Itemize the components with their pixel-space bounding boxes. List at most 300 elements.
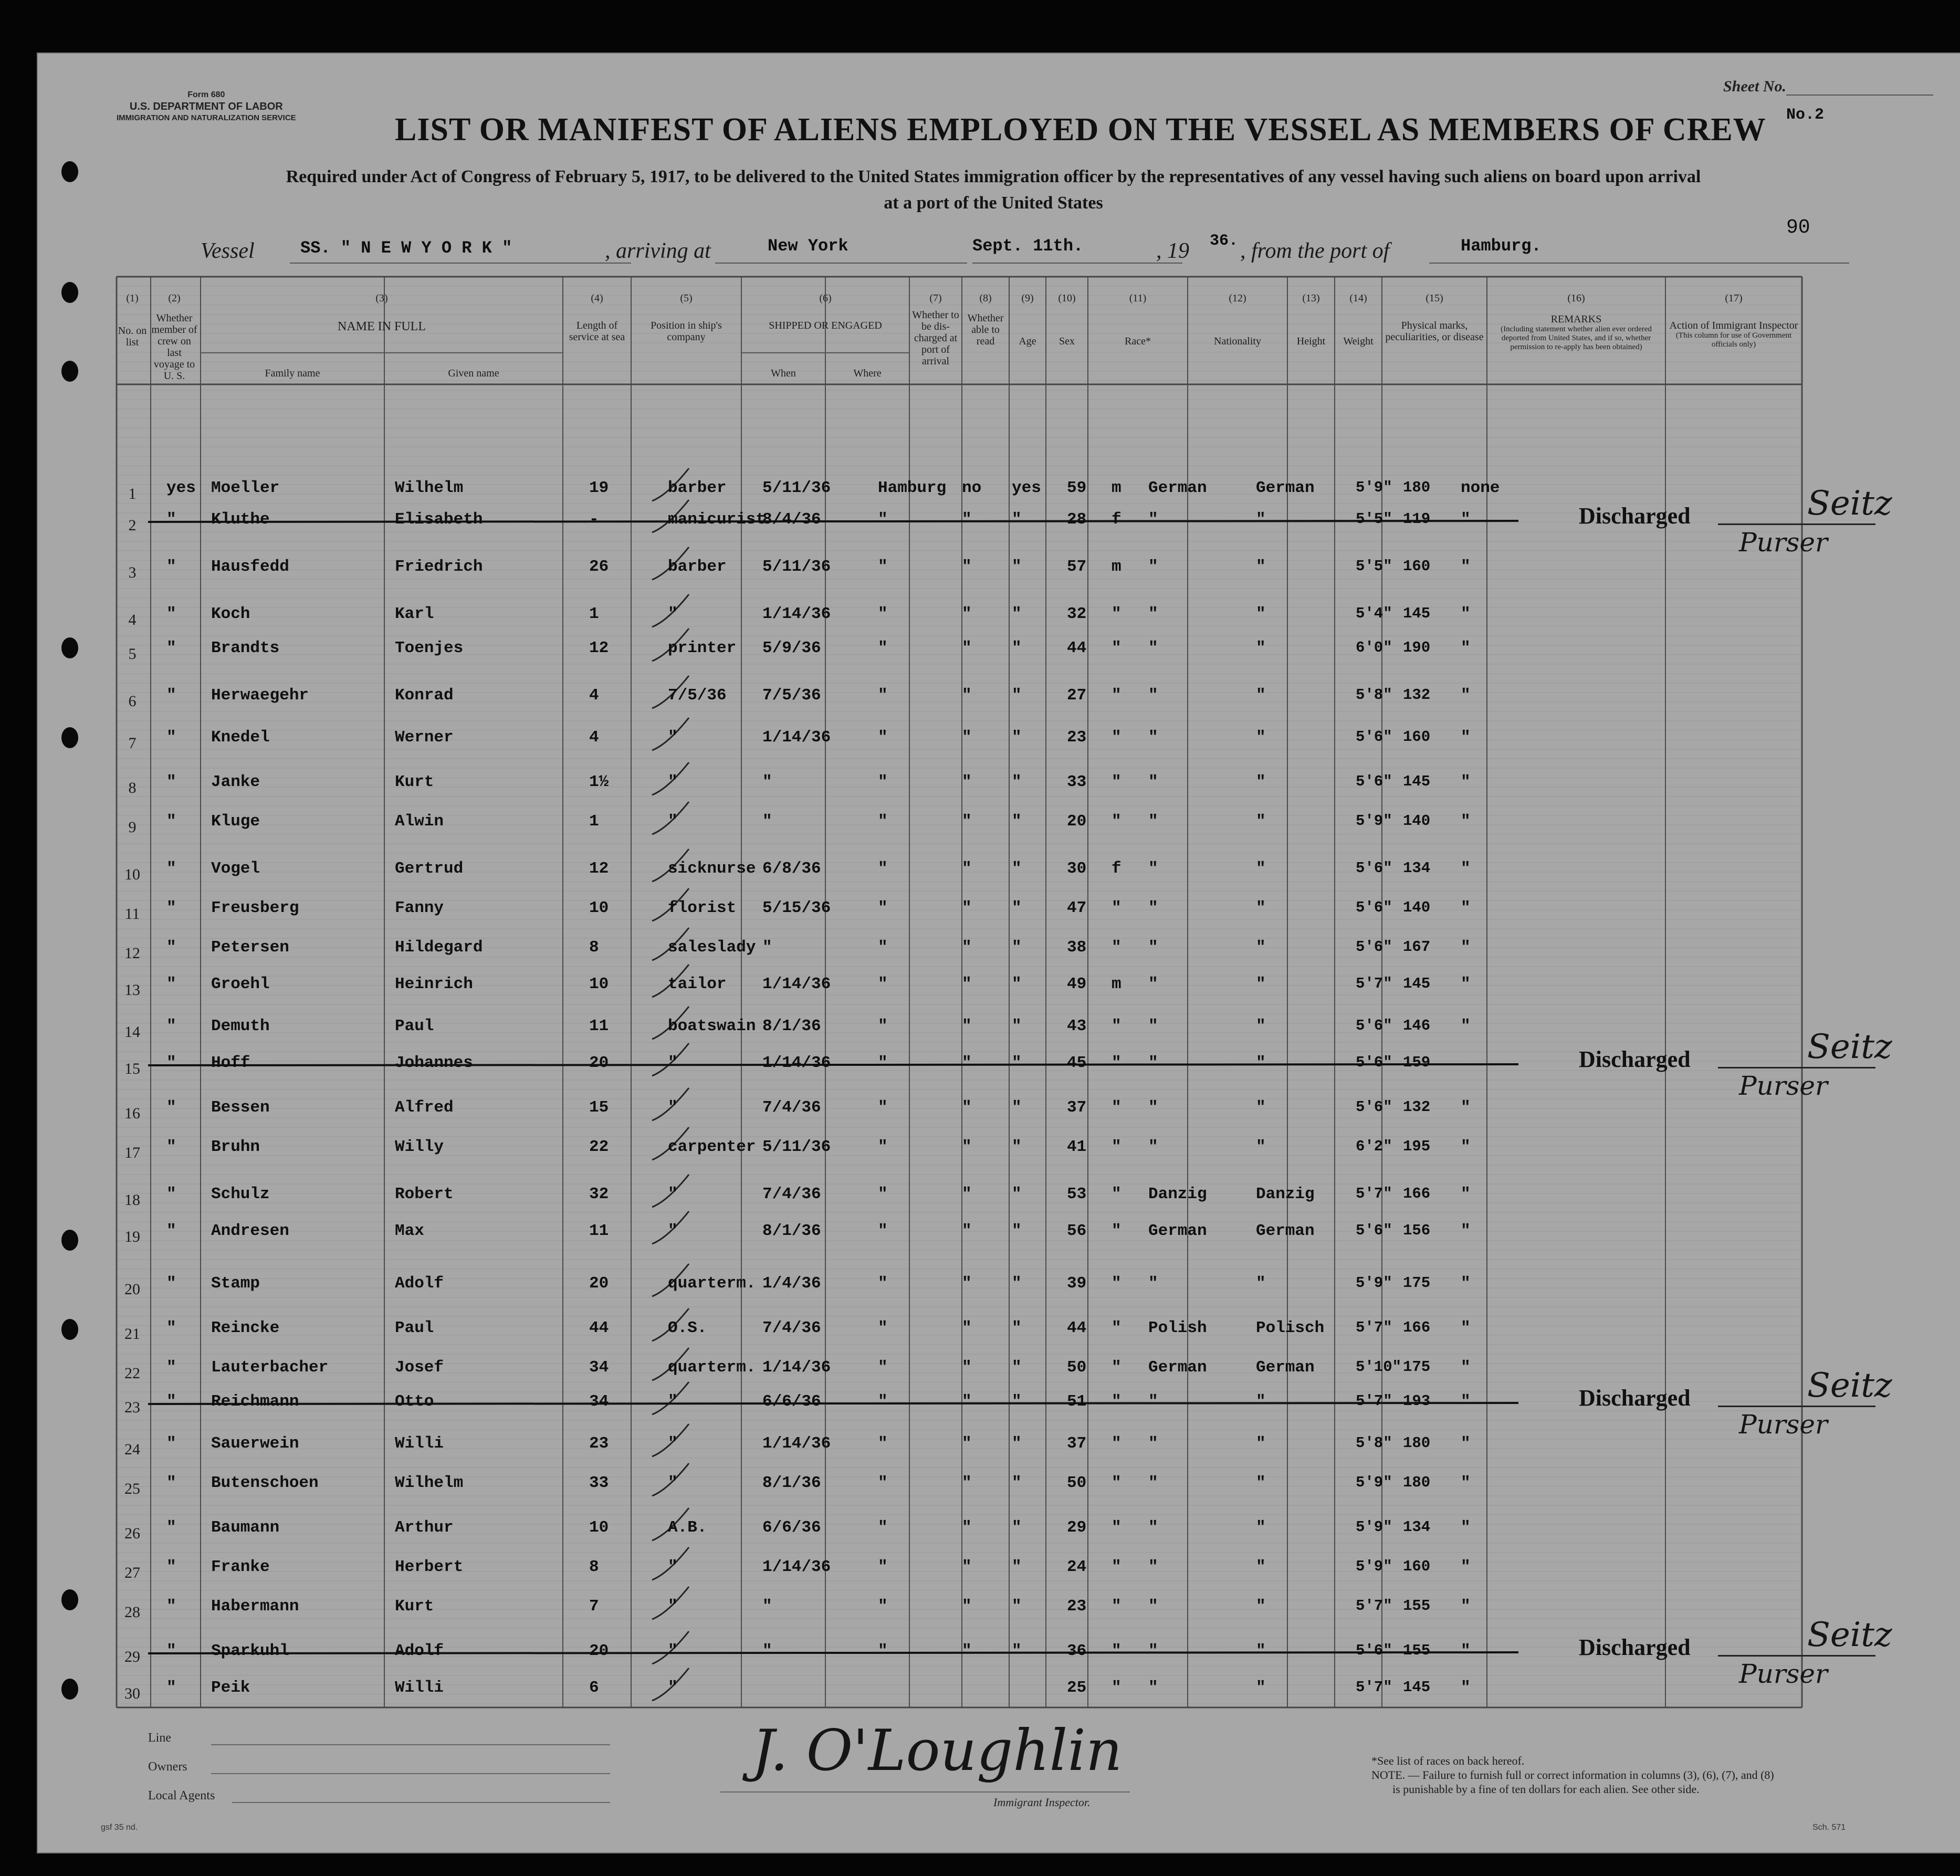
cell-service: 26 bbox=[589, 558, 609, 576]
cell-sex: f bbox=[1112, 510, 1122, 529]
cell-given: Gertrud bbox=[395, 860, 464, 878]
cell-crew: " bbox=[166, 1358, 176, 1377]
cell-service: 23 bbox=[589, 1434, 609, 1453]
purser-signature: Seitz bbox=[1807, 484, 1892, 523]
cell-service: 20 bbox=[589, 1054, 609, 1072]
cell-height: 5'5" bbox=[1356, 558, 1392, 575]
cell-given: Wilhelm bbox=[395, 479, 464, 497]
col-6-header bbox=[741, 292, 909, 331]
cell-marks: " bbox=[1461, 1392, 1471, 1411]
col-15-header bbox=[1382, 292, 1487, 343]
binder-hole bbox=[61, 1679, 78, 1700]
cell-given: Robert bbox=[395, 1185, 454, 1203]
col-1-number: (1) bbox=[126, 292, 139, 304]
cell-position: " bbox=[668, 1185, 678, 1203]
cell-position: printer bbox=[668, 639, 737, 657]
cell-age: 23 bbox=[1067, 728, 1087, 747]
row-number: 12 bbox=[124, 945, 140, 962]
cell-where: " bbox=[878, 1017, 888, 1035]
cell-position: carpenter bbox=[668, 1138, 756, 1156]
cell-nat: " bbox=[1256, 510, 1266, 529]
cell-disch: " bbox=[962, 1434, 972, 1453]
cell-weight: 155 bbox=[1403, 1642, 1431, 1659]
print-code: gsf 35 nd. bbox=[101, 1823, 138, 1832]
cell-disch: " bbox=[962, 1138, 972, 1156]
cell-height: 5'9" bbox=[1356, 1558, 1392, 1575]
cell-given: Willi bbox=[395, 1679, 444, 1697]
row-number: 10 bbox=[124, 866, 140, 883]
cell-when: 7/4/36 bbox=[762, 1185, 821, 1203]
cell-crew: " bbox=[166, 1558, 176, 1576]
discharged-remark: Discharged bbox=[1579, 1634, 1691, 1660]
cell-read: " bbox=[1012, 899, 1022, 917]
row-number: 30 bbox=[124, 1685, 140, 1702]
cell-when: 5/11/36 bbox=[762, 558, 831, 576]
cell-height: 5'7" bbox=[1356, 1392, 1392, 1410]
cell-family: Sauerwein bbox=[211, 1434, 299, 1453]
row-number: 13 bbox=[124, 981, 140, 999]
cell-crew: " bbox=[166, 1518, 176, 1537]
cell-service: - bbox=[589, 510, 599, 529]
cell-position: boatswain bbox=[668, 1017, 756, 1035]
cell-crew: " bbox=[166, 639, 176, 657]
cell-family: Baumann bbox=[211, 1518, 280, 1537]
row-number: 17 bbox=[124, 1144, 140, 1161]
cell-service: 44 bbox=[589, 1319, 609, 1337]
cell-read: " bbox=[1012, 1017, 1022, 1035]
cell-age: 45 bbox=[1067, 1054, 1087, 1072]
cell-disch: " bbox=[962, 1392, 972, 1411]
cell-position: barber bbox=[668, 479, 727, 497]
signature-underline bbox=[1718, 1655, 1875, 1657]
cell-given: Alwin bbox=[395, 812, 444, 831]
cell-crew: " bbox=[166, 812, 176, 831]
cell-given: Willy bbox=[395, 1138, 444, 1156]
col-14-label: Weight bbox=[1343, 336, 1374, 347]
cell-disch: " bbox=[962, 1474, 972, 1492]
cell-where: " bbox=[878, 558, 888, 576]
cell-disch: " bbox=[962, 1558, 972, 1576]
cell-service: 8 bbox=[589, 1558, 599, 1576]
row-number: 29 bbox=[124, 1648, 140, 1665]
cell-where: " bbox=[878, 639, 888, 657]
cell-age: 37 bbox=[1067, 1434, 1087, 1453]
cell-marks: " bbox=[1461, 1017, 1471, 1035]
cell-nat: " bbox=[1256, 639, 1266, 657]
cell-race: " bbox=[1148, 605, 1158, 623]
cell-given: Elisabeth bbox=[395, 510, 483, 529]
cell-race: " bbox=[1148, 1679, 1158, 1697]
cell-weight: 140 bbox=[1403, 899, 1431, 916]
cell-service: 20 bbox=[589, 1274, 609, 1293]
cell-read: " bbox=[1012, 1138, 1022, 1156]
cell-family: Bruhn bbox=[211, 1138, 260, 1156]
cell-service: 15 bbox=[589, 1098, 609, 1117]
cell-position: " bbox=[668, 773, 678, 791]
col-15-number: (15) bbox=[1426, 292, 1443, 304]
strike-through bbox=[148, 1652, 1518, 1653]
cell-race: " bbox=[1148, 1434, 1158, 1453]
discharged-remark: Discharged bbox=[1579, 1046, 1691, 1072]
cell-given: Johannes bbox=[395, 1054, 473, 1072]
cell-position: " bbox=[668, 1434, 678, 1453]
line-underline bbox=[211, 1744, 610, 1745]
cell-sex: " bbox=[1112, 1392, 1122, 1411]
cell-when: 6/6/36 bbox=[762, 1392, 821, 1411]
row-number: 15 bbox=[124, 1060, 140, 1077]
cell-nat: " bbox=[1256, 686, 1266, 705]
col-5-label: Position in ship's company bbox=[651, 320, 722, 343]
departure-port: Hamburg. bbox=[1461, 236, 1542, 256]
cell-when: 1/14/36 bbox=[762, 1054, 831, 1072]
cell-marks: " bbox=[1461, 1434, 1471, 1453]
cell-weight: 134 bbox=[1403, 1518, 1431, 1536]
col-7-label: Whether to be dis-charged at port of arrival bbox=[912, 309, 959, 367]
cell-disch: " bbox=[962, 1518, 972, 1537]
cell-position: manicurist bbox=[668, 510, 766, 529]
cell-read: " bbox=[1012, 1558, 1022, 1576]
cell-race: " bbox=[1148, 1474, 1158, 1492]
inspector-underline bbox=[720, 1791, 1130, 1793]
cell-age: 44 bbox=[1067, 1319, 1087, 1337]
year-prefix: , 19 bbox=[1156, 239, 1189, 263]
cell-read: " bbox=[1012, 860, 1022, 878]
col-6-where-header: Where bbox=[853, 368, 882, 379]
cell-sex: " bbox=[1112, 639, 1122, 657]
cell-family: Reincke bbox=[211, 1319, 280, 1337]
cell-service: 34 bbox=[589, 1392, 609, 1411]
cell-height: 5'9" bbox=[1356, 812, 1392, 830]
cell-nat: Danzig bbox=[1256, 1185, 1315, 1203]
cell-sex: " bbox=[1112, 605, 1122, 623]
col-13-header bbox=[1287, 292, 1335, 347]
cell-sex: " bbox=[1112, 1054, 1122, 1072]
cell-when: 8/4/36 bbox=[762, 510, 821, 529]
cell-service: 12 bbox=[589, 860, 609, 878]
cell-age: 51 bbox=[1067, 1392, 1087, 1411]
cell-height: 5'8" bbox=[1356, 1434, 1392, 1452]
cell-race: German bbox=[1148, 1358, 1207, 1377]
col-4-number: (4) bbox=[591, 292, 603, 304]
cell-crew: " bbox=[166, 1138, 176, 1156]
cell-age: 30 bbox=[1067, 860, 1087, 878]
cell-where: " bbox=[878, 899, 888, 917]
cell-read: " bbox=[1012, 773, 1022, 791]
cell-weight: 155 bbox=[1403, 1597, 1431, 1615]
cell-position: " bbox=[668, 1642, 678, 1660]
cell-where: Hamburg bbox=[878, 479, 947, 497]
vessel-label: Vessel bbox=[201, 239, 255, 263]
cell-read: " bbox=[1012, 639, 1022, 657]
row-number: 21 bbox=[124, 1325, 140, 1343]
cell-race: " bbox=[1148, 1054, 1158, 1072]
purser-signature: Seitz bbox=[1807, 1366, 1892, 1405]
cell-position: barber bbox=[668, 558, 727, 576]
cell-race: " bbox=[1148, 1642, 1158, 1660]
manifest-sheet bbox=[37, 53, 1960, 1853]
cell-height: 5'6" bbox=[1356, 860, 1392, 877]
col-1-header bbox=[117, 292, 148, 348]
cell-height: 5'9" bbox=[1356, 479, 1392, 496]
cell-height: 6'2" bbox=[1356, 1138, 1392, 1155]
cell-where: " bbox=[878, 1098, 888, 1117]
cell-family: Hausfedd bbox=[211, 558, 289, 576]
vessel-name: SS. " N E W Y O R K " bbox=[300, 238, 512, 258]
cell-family: Freusberg bbox=[211, 899, 299, 917]
purser-signature: Seitz bbox=[1807, 1616, 1892, 1654]
col-5-number: (5) bbox=[680, 292, 693, 304]
cell-marks: " bbox=[1461, 1138, 1471, 1156]
cell-sex: " bbox=[1112, 1518, 1122, 1537]
cell-sex: " bbox=[1112, 686, 1122, 705]
discharged-remark: Discharged bbox=[1579, 1385, 1691, 1411]
cell-service: 12 bbox=[589, 639, 609, 657]
cell-age: 32 bbox=[1067, 605, 1087, 623]
cell-family: Janke bbox=[211, 773, 260, 791]
cell-nat: German bbox=[1256, 1358, 1315, 1377]
cell-service: 11 bbox=[589, 1222, 609, 1240]
cell-marks: " bbox=[1461, 1274, 1471, 1293]
cell-marks: " bbox=[1461, 510, 1471, 529]
col-3-family-header: Family name bbox=[265, 368, 320, 379]
cell-age: 41 bbox=[1067, 1138, 1087, 1156]
cell-nat: " bbox=[1256, 1474, 1266, 1492]
col-7-header bbox=[909, 292, 962, 367]
binder-hole bbox=[61, 637, 78, 658]
cell-sex: m bbox=[1112, 975, 1122, 993]
cell-family: Stamp bbox=[211, 1274, 260, 1293]
cell-when: 5/11/36 bbox=[762, 479, 831, 497]
cell-sex: " bbox=[1112, 1679, 1122, 1697]
penalty-note-1: NOTE. — Failure to furnish full or correct information in columns (3), (6), (7), and (8) bbox=[1371, 1768, 1774, 1781]
cell-read: " bbox=[1012, 1098, 1022, 1117]
cell-marks: " bbox=[1461, 1222, 1471, 1240]
row-number: 3 bbox=[128, 564, 137, 581]
cell-given: Arthur bbox=[395, 1518, 454, 1537]
cell-read: " bbox=[1012, 1222, 1022, 1240]
cell-read: " bbox=[1012, 1185, 1022, 1203]
cell-race: " bbox=[1148, 510, 1158, 529]
cell-service: 7 bbox=[589, 1597, 599, 1616]
cell-when: 5/9/36 bbox=[762, 639, 821, 657]
cell-position: " bbox=[668, 1558, 678, 1576]
cell-crew: " bbox=[166, 1054, 176, 1072]
cell-age: 43 bbox=[1067, 1017, 1087, 1035]
cell-service: 33 bbox=[589, 1474, 609, 1492]
cell-given: Adolf bbox=[395, 1642, 444, 1660]
cell-height: 5'7" bbox=[1356, 1679, 1392, 1696]
cell-nat: " bbox=[1256, 1054, 1266, 1072]
cell-given: Paul bbox=[395, 1319, 434, 1337]
cell-given: Karl bbox=[395, 605, 434, 623]
cell-age: 25 bbox=[1067, 1679, 1087, 1697]
cell-weight: 195 bbox=[1403, 1138, 1431, 1155]
cell-family: Petersen bbox=[211, 938, 289, 957]
signature-underline bbox=[1718, 1067, 1875, 1068]
cell-crew: " bbox=[166, 558, 176, 576]
cell-when: 1/14/36 bbox=[762, 975, 831, 993]
col-3-number: (3) bbox=[375, 292, 388, 304]
cell-sex: " bbox=[1112, 1474, 1122, 1492]
cell-height: 5'7" bbox=[1356, 1185, 1392, 1202]
cell-sex: " bbox=[1112, 1434, 1122, 1453]
cell-position: " bbox=[668, 1098, 678, 1117]
col-8-label: Whether able to read bbox=[967, 312, 1004, 347]
cell-read: " bbox=[1012, 558, 1022, 576]
cell-disch: " bbox=[962, 938, 972, 957]
inspector-signature: J. O'Loughlin bbox=[752, 1718, 1123, 1784]
col-17-header bbox=[1665, 292, 1802, 349]
cell-race: Polish bbox=[1148, 1319, 1207, 1337]
cell-weight: 134 bbox=[1403, 860, 1431, 877]
cell-family: Schulz bbox=[211, 1185, 270, 1203]
row-number: 27 bbox=[124, 1564, 140, 1581]
cell-marks: " bbox=[1461, 1358, 1471, 1377]
cell-position: " bbox=[668, 1392, 678, 1411]
cell-service: 1 bbox=[589, 812, 599, 831]
cell-crew: " bbox=[166, 773, 176, 791]
col-11-label: Race* bbox=[1125, 336, 1151, 347]
purser-title: Purser bbox=[1739, 1659, 1828, 1689]
cell-crew: " bbox=[166, 686, 176, 705]
cell-crew: " bbox=[166, 899, 176, 917]
cell-height: 5'8" bbox=[1356, 686, 1392, 704]
cell-height: 5'5" bbox=[1356, 510, 1392, 528]
cell-family: Habermann bbox=[211, 1597, 299, 1616]
cell-age: 38 bbox=[1067, 938, 1087, 957]
cell-disch: " bbox=[962, 1017, 972, 1035]
cell-position: 7/5/36 bbox=[668, 686, 727, 705]
cell-where: " bbox=[878, 1392, 888, 1411]
cell-weight: 166 bbox=[1403, 1185, 1431, 1202]
cell-weight: 167 bbox=[1403, 938, 1431, 956]
cell-read: " bbox=[1012, 1054, 1022, 1072]
cell-sex: " bbox=[1112, 1222, 1122, 1240]
cell-age: 59 bbox=[1067, 479, 1087, 497]
cell-nat: " bbox=[1256, 1017, 1266, 1035]
cell-race: " bbox=[1148, 728, 1158, 747]
cell-disch: no bbox=[962, 479, 982, 497]
cell-weight: 159 bbox=[1403, 1054, 1431, 1071]
cell-height: 5'6" bbox=[1356, 773, 1392, 790]
cell-nat: " bbox=[1256, 728, 1266, 747]
cell-crew: " bbox=[166, 728, 176, 747]
binder-hole bbox=[61, 1230, 78, 1251]
sheet-number: No.2 bbox=[1786, 106, 1825, 124]
cell-marks: " bbox=[1461, 899, 1471, 917]
local-agents-label: Local Agents bbox=[148, 1789, 215, 1802]
cell-position: " bbox=[668, 1054, 678, 1072]
cell-marks: " bbox=[1461, 639, 1471, 657]
penalty-note-2: is punishable by a fine of ten dollars for each alien. See other side. bbox=[1392, 1783, 1700, 1796]
cell-nat: " bbox=[1256, 1274, 1266, 1293]
cell-disch: " bbox=[962, 510, 972, 529]
cell-marks: " bbox=[1461, 860, 1471, 878]
col-4-label: Length of service at sea bbox=[569, 320, 625, 343]
purser-title: Purser bbox=[1739, 1409, 1828, 1440]
cell-family: Herwaegehr bbox=[211, 686, 309, 705]
cell-race: Danzig bbox=[1148, 1185, 1207, 1203]
cell-disch: " bbox=[962, 686, 972, 705]
cell-weight: 132 bbox=[1403, 686, 1431, 704]
cell-when: 5/15/36 bbox=[762, 899, 831, 917]
col-12-number: (12) bbox=[1229, 292, 1246, 304]
col-10-number: (10) bbox=[1058, 292, 1076, 304]
cell-race: " bbox=[1148, 899, 1158, 917]
cell-given: Max bbox=[395, 1222, 424, 1240]
cell-where: " bbox=[878, 728, 888, 747]
col-16-header bbox=[1487, 292, 1665, 352]
cell-nat: " bbox=[1256, 1642, 1266, 1660]
col-17-number: (17) bbox=[1725, 292, 1743, 304]
cell-read: " bbox=[1012, 1434, 1022, 1453]
cell-position: " bbox=[668, 1222, 678, 1240]
cell-service: 4 bbox=[589, 728, 599, 747]
cell-when: 8/1/36 bbox=[762, 1474, 821, 1492]
cell-crew: " bbox=[166, 1597, 176, 1616]
cell-family: Reichmann bbox=[211, 1392, 299, 1411]
cell-age: 20 bbox=[1067, 812, 1087, 831]
col-2-number: (2) bbox=[168, 292, 181, 304]
cell-height: 5'6" bbox=[1356, 938, 1392, 956]
cell-when: 1/14/36 bbox=[762, 1558, 831, 1576]
cell-read: " bbox=[1012, 686, 1022, 705]
cell-weight: 140 bbox=[1403, 812, 1431, 830]
cell-family: Knedel bbox=[211, 728, 270, 747]
cell-height: 5'6" bbox=[1356, 899, 1392, 916]
line-label: Line bbox=[148, 1731, 171, 1745]
cell-family: Koch bbox=[211, 605, 250, 623]
cell-age: 27 bbox=[1067, 686, 1087, 705]
cell-family: Groehl bbox=[211, 975, 270, 993]
cell-weight: 180 bbox=[1403, 1434, 1431, 1452]
cell-disch: " bbox=[962, 639, 972, 657]
col-12-label: Nationality bbox=[1214, 336, 1261, 347]
col-10-header bbox=[1046, 292, 1088, 347]
cell-crew: " bbox=[166, 1185, 176, 1203]
binder-hole bbox=[61, 161, 78, 182]
cell-marks: " bbox=[1461, 605, 1471, 623]
strike-through bbox=[148, 1403, 1518, 1404]
cell-when: 6/8/36 bbox=[762, 860, 821, 878]
cell-where: " bbox=[878, 938, 888, 957]
schedule-code: Sch. 571 bbox=[1812, 1823, 1846, 1832]
cell-weight: 175 bbox=[1403, 1358, 1431, 1376]
cell-where: " bbox=[878, 1319, 888, 1337]
cell-sex: " bbox=[1112, 1017, 1122, 1035]
cell-marks: " bbox=[1461, 1098, 1471, 1117]
cell-nat: " bbox=[1256, 773, 1266, 791]
cell-sex: " bbox=[1112, 1597, 1122, 1616]
cell-sex: " bbox=[1112, 1319, 1122, 1337]
arriving-port: New York bbox=[768, 236, 848, 256]
cell-race: " bbox=[1148, 773, 1158, 791]
agents-underline bbox=[232, 1802, 610, 1803]
cell-race: " bbox=[1148, 1138, 1158, 1156]
cell-nat: " bbox=[1256, 812, 1266, 831]
cell-where: " bbox=[878, 605, 888, 623]
cell-read: " bbox=[1012, 1319, 1022, 1337]
cell-when: 1/14/36 bbox=[762, 1358, 831, 1377]
cell-disch: " bbox=[962, 728, 972, 747]
cell-disch: " bbox=[962, 899, 972, 917]
cell-age: 33 bbox=[1067, 773, 1087, 791]
cell-weight: 146 bbox=[1403, 1017, 1431, 1034]
cell-race: " bbox=[1148, 686, 1158, 705]
cell-weight: 160 bbox=[1403, 558, 1431, 575]
cell-read: " bbox=[1012, 1392, 1022, 1411]
cell-nat: Polisch bbox=[1256, 1319, 1325, 1337]
